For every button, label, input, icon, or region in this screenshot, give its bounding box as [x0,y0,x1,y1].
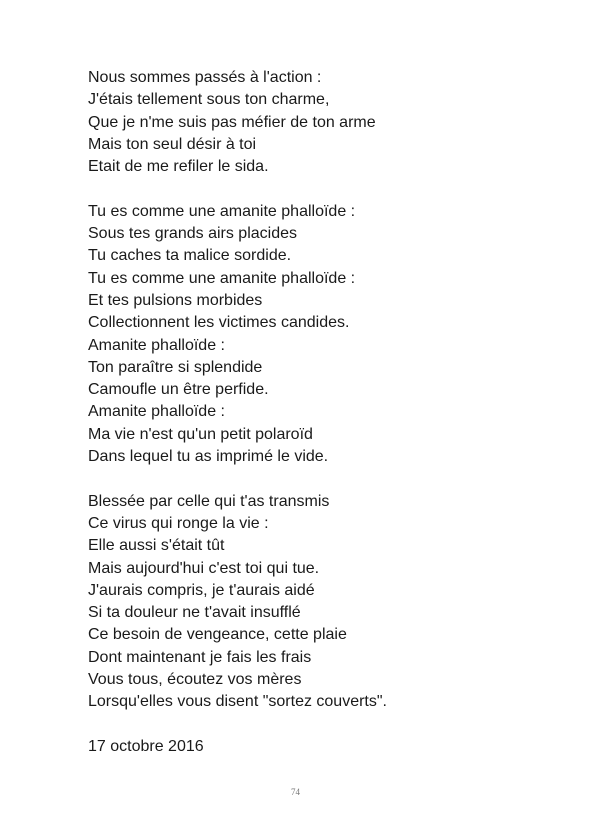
poem-line: Dont maintenant je fais les frais [88,648,312,666]
poem-body [88,67,548,758]
poem-line: Tu caches ta malice sordide. [88,247,292,265]
poem-line: Lorsqu'elles vous disent "sortez couverts". [88,693,387,711]
poem-line: Ce virus qui ronge la vie : [88,514,269,532]
page-number: 74 [291,787,300,797]
poem-line: Tu es comme une amanite phalloïde : [88,202,356,220]
poem-line: Etait de me refiler le sida. [88,158,269,176]
stanza-spacer [88,178,548,200]
poem-line: Blessée par celle qui t'as transmis [88,492,330,510]
poem-line: Ce besoin de vengeance, cette plaie [88,626,347,644]
poem-line: Et tes pulsions morbides [88,291,263,309]
poem-line: Collectionnent les victimes candides. [88,314,350,332]
poem-line: Amanite phalloïde : [88,403,225,421]
poem-line: Nous sommes passés à l'action : [88,69,322,86]
poem-line: Dans lequel tu as imprimé le vide. [88,448,329,466]
poem-line: Ma vie n'est qu'un petit polaroïd [88,425,313,443]
stanza-1 [88,67,548,178]
poem-line: Vous tous, écoutez vos mères [88,671,302,689]
stanza-3 [88,491,548,714]
poem-line: Camoufle un être perfide. [88,381,269,399]
poem-line: Mais ton seul désir à toi [88,135,257,153]
poem-line: J'étais tellement sous ton charme, [88,91,330,109]
poem-line: Mais aujourd'hui c'est toi qui tue. [88,559,320,577]
poem-line: Ton paraître si splendide [88,358,263,376]
poem-line: Elle aussi s'était tût [88,537,225,555]
poem-line: Amanite phalloïde : [88,336,225,354]
stanza-spacer [88,468,548,490]
poem-line: Que je n'me suis pas méfier de ton arme [88,113,376,131]
poem-date: 17 octobre 2016 [88,737,204,755]
stanza-2 [88,201,548,469]
poem-line: Sous tes grands airs placides [88,225,297,243]
poem-line: Si ta douleur ne t'avait insufflé [88,604,301,622]
poem-line: Tu es comme une amanite phalloïde : [88,269,356,287]
poem-line: J'aurais compris, je t'aurais aidé [88,581,315,599]
